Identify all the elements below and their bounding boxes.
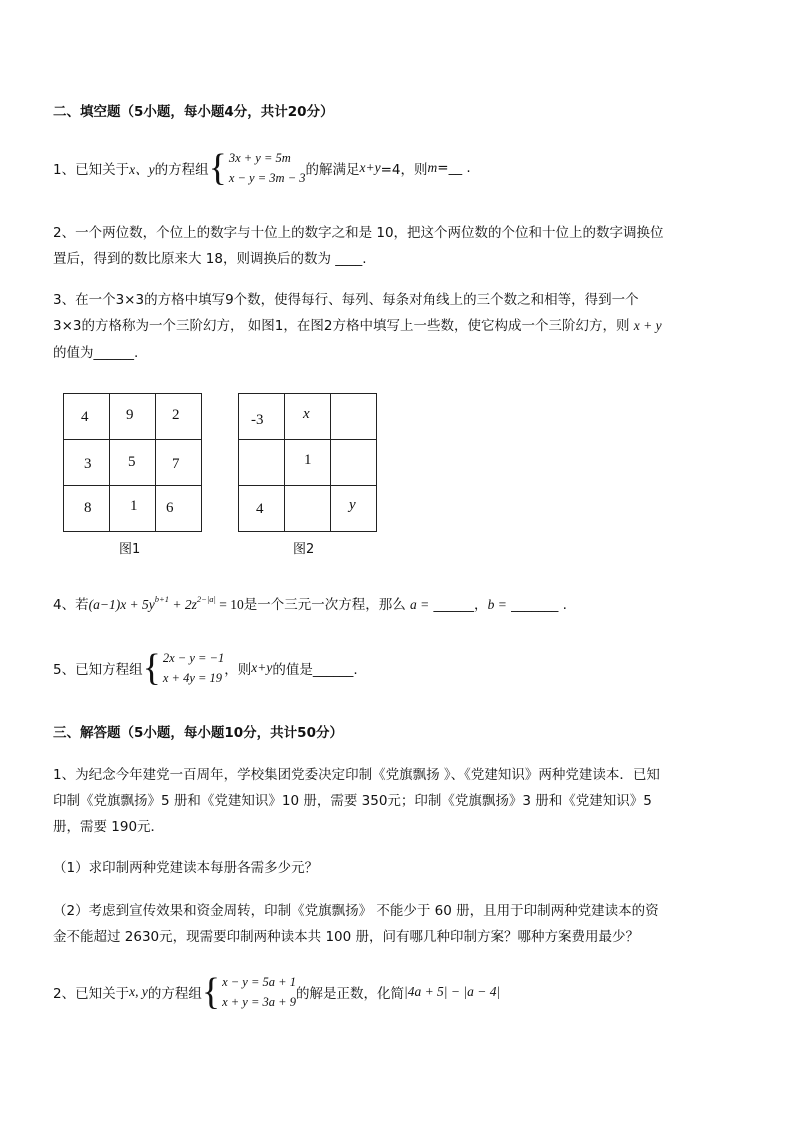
sq2-equation-system bbox=[202, 972, 296, 1012]
q1-mid: 的方程组 bbox=[154, 162, 209, 178]
q1-vars: x、y bbox=[129, 162, 155, 177]
figure-2-caption: 图2 bbox=[293, 542, 315, 557]
fig1-cell: 8 bbox=[64, 486, 110, 532]
magic-square-figure-2 bbox=[238, 393, 377, 532]
fig2-cell bbox=[285, 486, 331, 532]
q4-term-a: (a−1)x + 5y bbox=[88, 597, 155, 612]
fig2-cell bbox=[331, 440, 377, 486]
fill-in-question-2-line-1: 2、一个两位数，个位上的数字与十位上的数字之和是 10，把这个两位数的个位和十位上的数字调换位 bbox=[53, 225, 664, 241]
sq2-equation-1: x − y = 5a + 1 bbox=[222, 975, 296, 989]
q4-exponent-c: 2−|a| bbox=[196, 594, 216, 604]
q5-mid: ，则 bbox=[224, 662, 252, 678]
fill-in-question-3-line-3: 的值为______. bbox=[53, 345, 139, 361]
fig1-cell: 6 bbox=[156, 486, 202, 532]
fig2-cell bbox=[331, 394, 377, 440]
magic-square-figure-1 bbox=[63, 393, 202, 532]
q4-prefix: 4、若 bbox=[53, 597, 89, 613]
solve-question-1-part-1: （1）求印制两种党建读本每册各需多少元？ bbox=[53, 860, 319, 876]
fig1-cell: 2 bbox=[156, 394, 202, 440]
solve-question-1-line-1: 1、为纪念今年建党一百周年，学校集团党委决定印制《党旗飘扬 》、《党建知识》两种党建读本．已知 bbox=[53, 767, 660, 783]
fig1-cell: 3 bbox=[64, 440, 110, 486]
fig2-cell: -3 bbox=[239, 394, 285, 440]
q1-equation-1: 3x + y = 5m bbox=[228, 151, 291, 165]
q1-condition-value: =4，则 bbox=[380, 162, 428, 178]
q4-b-blank: _______ . bbox=[506, 597, 567, 613]
fig1-cell: 1 bbox=[110, 486, 156, 532]
q5-equation-1: 2x − y = −1 bbox=[162, 651, 225, 665]
q5-prefix: 5、已知方程组 bbox=[53, 662, 143, 678]
fill-in-question-5 bbox=[53, 648, 358, 688]
q4-term-c: = 10 bbox=[215, 597, 244, 612]
q4-exponent-b: b+1 bbox=[154, 594, 170, 604]
left-brace: { bbox=[142, 647, 161, 689]
fig1-cell: 9 bbox=[110, 394, 156, 440]
solve-question-1-line-3: 册，需要 190元． bbox=[53, 819, 165, 835]
q4-b-label: b = bbox=[487, 597, 507, 612]
q4-mid: 是一个三元一次方程，那么 bbox=[243, 597, 411, 613]
fill-in-question-3-line-1: 3、在一个3×3的方格中填写9个数，使得每行、每列、每条对角线上的三个数之和相等，得到一个 bbox=[53, 292, 639, 308]
solve-question-1-line-2: 印制《党旗飘扬》5 册和《党建知识》10 册，需要 350元；印制《党旗飘扬》3 册和《党建知识》5 bbox=[53, 793, 652, 809]
q1-tail: =__ . bbox=[437, 160, 471, 176]
sq2-tail: 的解是正数，化简 bbox=[295, 986, 404, 1002]
fig1-cell: 7 bbox=[156, 440, 202, 486]
fill-in-question-4 bbox=[53, 593, 567, 613]
solve-question-1-part-2-line-2: 金不能超过 2630元，现需要印制两种读本共 100 册，问有哪几种印制方案？哪种方案费用最少？ bbox=[53, 929, 639, 945]
sq2-prefix: 2、已知关于 bbox=[53, 986, 130, 1002]
q4-term-b: + 2z bbox=[169, 597, 197, 612]
fig2-cell: y bbox=[331, 486, 377, 532]
q5-equation-2: x + 4y = 19 bbox=[162, 671, 223, 685]
left-brace: { bbox=[201, 971, 221, 1013]
fig1-cell: 4 bbox=[64, 394, 110, 440]
fig1-cell: 5 bbox=[110, 440, 156, 486]
fig2-cell bbox=[239, 440, 285, 486]
q1-ask: m bbox=[427, 160, 438, 175]
q1-after: 的解满足 bbox=[305, 162, 360, 178]
fill-in-section-header: 二、填空题（5小题，每小题4分，共计20分） bbox=[53, 104, 334, 120]
q3-expression: x + y bbox=[633, 318, 662, 333]
q3-line-2-text: 3×3的方格称为一个三阶幻方， 如图1，在图2方格中填写上一些数，使它构成一个三阶幻方，则 bbox=[53, 318, 634, 334]
q1-equation-system bbox=[209, 148, 306, 188]
fig2-cell: 1 bbox=[285, 440, 331, 486]
fig2-cell: x bbox=[285, 394, 331, 440]
fig2-cell: 4 bbox=[239, 486, 285, 532]
solve-question-1-part-2-line-1: （2）考虑到宣传效果和资金周转，印制《党旗飘扬》 不能少于 60 册，且用于印制两种党建读本的资 bbox=[53, 903, 659, 919]
q4-a-blank: ______， bbox=[429, 597, 488, 613]
sq2-vars: x, y bbox=[129, 984, 148, 999]
left-brace: { bbox=[208, 147, 227, 189]
q1-prefix: 1、已知关于 bbox=[53, 162, 130, 178]
solve-question-2 bbox=[53, 972, 500, 1012]
q5-equation-system bbox=[143, 648, 225, 688]
fill-in-question-1 bbox=[53, 148, 471, 188]
fill-in-question-3-line-2 bbox=[53, 314, 662, 334]
q1-condition: x+y bbox=[359, 160, 381, 175]
solve-section-header: 三、解答题（5小题，每小题10分，共计50分） bbox=[53, 725, 343, 741]
q5-tail: 的值是______. bbox=[272, 662, 358, 678]
q5-expression: x+y bbox=[251, 660, 273, 675]
sq2-mid: 的方程组 bbox=[147, 986, 202, 1002]
q4-a-label: a = bbox=[410, 597, 430, 612]
figure-1-caption: 图1 bbox=[119, 542, 141, 557]
fill-in-question-2-line-2: 置后，得到的数比原来大 18，则调换后的数为 ____. bbox=[53, 251, 367, 267]
q1-equation-2: x − y = 3m − 3 bbox=[228, 171, 306, 185]
sq2-equation-2: x + y = 3a + 9 bbox=[222, 995, 296, 1009]
sq2-expression: |4a + 5| − |a − 4| bbox=[403, 984, 501, 999]
